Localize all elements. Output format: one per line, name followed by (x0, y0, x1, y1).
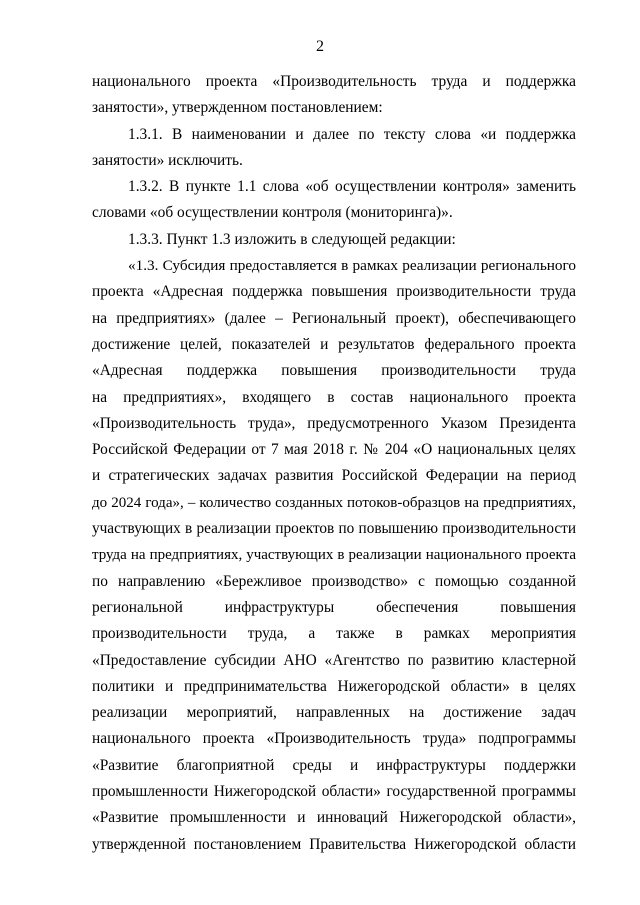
text-line: на предприятиях» (далее – Региональный проект), обеспечивающего (92, 309, 576, 327)
text-line: реализации мероприятий, направленных на достижение задач (92, 704, 576, 722)
text-line: на предприятиях», входящего в состав национального проекта (92, 388, 576, 406)
text-line: национального проекта «Производительность труда и поддержка (92, 73, 576, 90)
text-line: по направлению «Бережливое производство» с помощью созданной (92, 572, 576, 590)
text-line: «1.3. Субсидия предоставляется в рамках реализации регионального (128, 257, 576, 275)
text-line: словами «об осуществлении контроля (мониторинга)». (92, 204, 453, 222)
text-line: 1.3.1. В наименовании и далее по тексту слова «и поддержка (128, 125, 576, 143)
text-line: «Предоставление субсидии АНО «Агентство по развитию кластерной (92, 651, 576, 669)
text-line: утвержденной постановлением Правительства Нижегородской области (92, 835, 576, 853)
text-line: достижение целей, показателей и результатов федерального проекта (92, 335, 576, 353)
text-line: 1.3.3. Пункт 1.3 изложить в следующей редакции: (128, 230, 456, 248)
text-line: участвующих в реализации проектов по повышению производительности (92, 520, 576, 538)
text-line: региональной инфраструктуры обеспечения повышения (92, 598, 576, 616)
text-line: проекта «Адресная поддержка повышения производительности труда (92, 283, 576, 301)
text-line: «Развитие благоприятной среды и инфраструктуры поддержки (92, 756, 576, 774)
text-line: «Развитие промышленности и инноваций Нижегородской области», (92, 809, 576, 827)
page-number: 2 (316, 38, 324, 55)
text-line: национального проекта «Производительность труда» подпрограммы (92, 730, 576, 748)
text-line: до 2024 года», – количество созданных потоков-образцов на предприятиях, (92, 494, 576, 511)
text-line: занятости», утвержденном постановлением: (92, 99, 383, 117)
text-line: производительности труда, а также в рамках мероприятия (92, 625, 576, 643)
text-line: промышленности Нижегородской области» государственной программы (92, 783, 576, 801)
document-body (92, 69, 576, 858)
text-line: труда на предприятиях, участвующих в реализации национального проекта (92, 547, 576, 564)
text-line: 1.3.2. В пункте 1.1 слова «об осуществлении контроля» заменить (128, 178, 576, 196)
text-line: «Адресная поддержка повышения производительности труда (92, 362, 576, 380)
text-line: политики и предпринимательства Нижегородской области» в целях (92, 677, 576, 695)
text-line: Российской Федерации от 7 мая 2018 г. № 204 «О национальных целях (92, 441, 576, 459)
text-line: и стратегических задачах развития Российской Федерации на период (92, 467, 576, 485)
text-line: занятости» исключить. (92, 151, 243, 169)
text-line: «Производительность труда», предусмотренного Указом Президента (92, 414, 576, 432)
